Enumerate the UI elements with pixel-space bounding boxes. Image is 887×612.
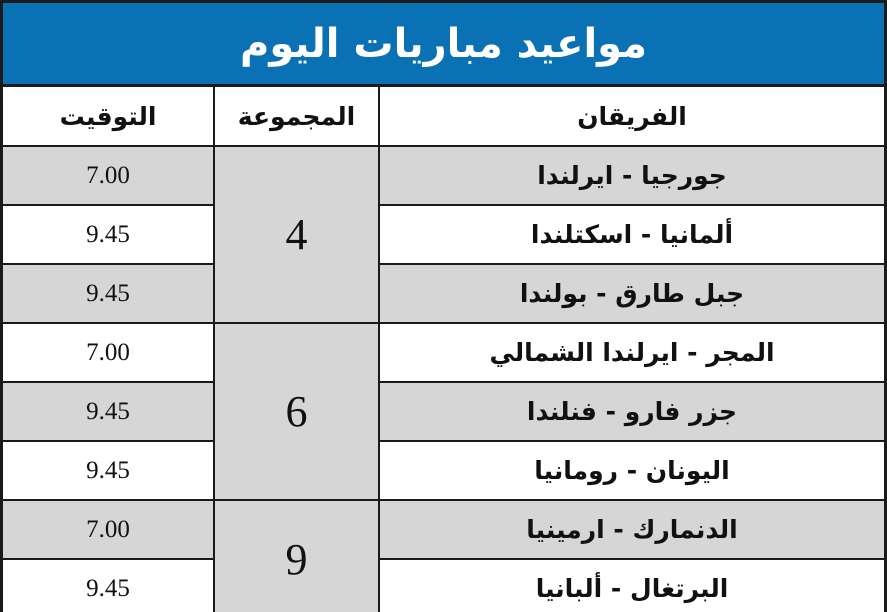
match-teams: اليونان - رومانيا (379, 441, 884, 500)
match-teams: جبل طارق - بولندا (379, 264, 884, 323)
table-row (3, 441, 884, 500)
header-group: المجموعة (214, 87, 379, 146)
table-header-row (3, 87, 884, 146)
table-row (3, 205, 884, 264)
header-teams: الفريقان (379, 87, 884, 146)
page-title: مواعيد مباريات اليوم (3, 3, 884, 87)
table-row (3, 500, 884, 559)
match-teams: الدنمارك - ارمينيا (379, 500, 884, 559)
table-row (3, 146, 884, 205)
match-time: 9.45 (3, 559, 214, 612)
table-row (3, 382, 884, 441)
header-time: التوقيت (3, 87, 214, 146)
match-time: 7.00 (3, 323, 214, 382)
table-row (3, 559, 884, 612)
match-time: 9.45 (3, 441, 214, 500)
match-time: 9.45 (3, 205, 214, 264)
schedule-table (3, 87, 884, 612)
match-teams: جورجيا - ايرلندا (379, 146, 884, 205)
match-time: 7.00 (3, 500, 214, 559)
table-row (3, 264, 884, 323)
match-teams: المجر - ايرلندا الشمالي (379, 323, 884, 382)
group-number: 9 (214, 500, 379, 612)
group-number: 4 (214, 146, 379, 323)
match-time: 7.00 (3, 146, 214, 205)
match-teams: ألمانيا - اسكتلندا (379, 205, 884, 264)
match-time: 9.45 (3, 382, 214, 441)
group-number: 6 (214, 323, 379, 500)
match-teams: البرتغال - ألبانيا (379, 559, 884, 612)
match-teams: جزر فارو - فنلندا (379, 382, 884, 441)
table-row (3, 323, 884, 382)
match-time: 9.45 (3, 264, 214, 323)
